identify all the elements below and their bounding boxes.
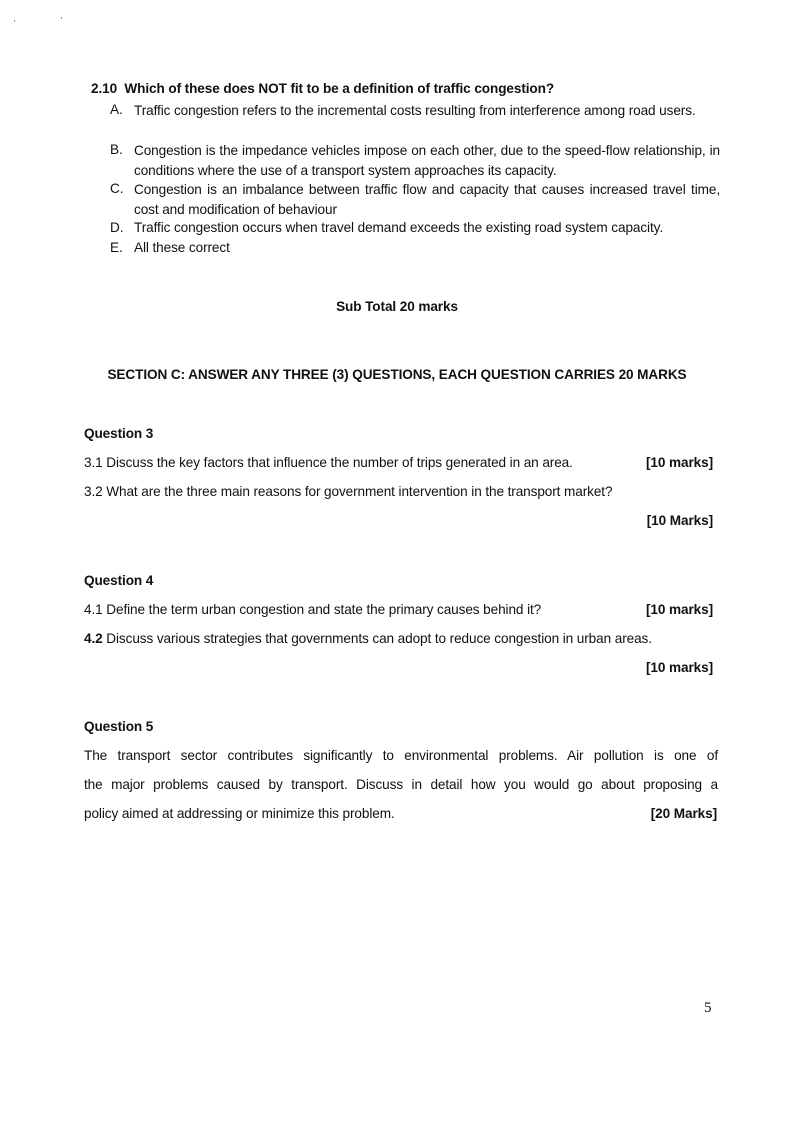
question-3-2-marks: [10 Marks] bbox=[646, 513, 713, 528]
section-c-heading: SECTION C: ANSWER ANY THREE (3) QUESTIONS, EACH QUESTION CARRIES 20 MARKS bbox=[107, 367, 687, 382]
subtotal: Sub Total 20 marks bbox=[336, 299, 458, 314]
option-text: Congestion is an imbalance between traffic flow and capacity that causes increased travel time, cost and modification of behaviour bbox=[134, 182, 720, 217]
question-4-2-marks: [10 marks] bbox=[645, 660, 713, 675]
option-text: Congestion is the impedance vehicles impose on each other, due to the speed-flow relationship, in conditions where the use of a transport system approaches its capacity. bbox=[134, 143, 720, 178]
question-5-line-2: the major problems caused by transport. Discuss in detail how you would go about proposing a bbox=[84, 777, 718, 792]
option-label: B. bbox=[110, 142, 123, 157]
question-5-line-1: The transport sector contributes significantly to environmental problems. Air pollution is one of bbox=[84, 748, 718, 763]
option-label: A. bbox=[110, 102, 123, 117]
option-label: D. bbox=[110, 220, 124, 235]
question-3-title: Question 3 bbox=[84, 426, 154, 441]
question-4-2-number: 4.2 bbox=[84, 631, 103, 646]
option-a bbox=[110, 101, 720, 121]
option-c bbox=[110, 180, 720, 220]
option-b bbox=[110, 141, 720, 181]
scan-speck bbox=[14, 20, 15, 22]
question-3-1-marks: [10 marks] bbox=[645, 455, 713, 470]
question-4-2-text bbox=[84, 630, 652, 648]
page-number: 5 bbox=[704, 1000, 712, 1016]
question-2-10-title bbox=[91, 80, 554, 98]
question-3-2-text: 3.2 What are the three main reasons for government intervention in the transport market? bbox=[84, 484, 613, 499]
scan-speck bbox=[61, 17, 62, 19]
question-number: 2.10 bbox=[91, 81, 118, 96]
question-4-title: Question 4 bbox=[84, 573, 154, 588]
question-3-1-text: 3.1 Discuss the key factors that influence the number of trips generated in an area. bbox=[84, 455, 573, 470]
question-5-line-3: policy aimed at addressing or minimize this problem. bbox=[84, 806, 395, 821]
option-text: Traffic congestion refers to the incremental costs resulting from interference among road users. bbox=[134, 103, 696, 118]
option-d bbox=[110, 219, 720, 237]
option-text: All these correct bbox=[134, 240, 230, 255]
question-4-1-text: 4.1 Define the term urban congestion and state the primary causes behind it? bbox=[84, 602, 542, 617]
option-e bbox=[110, 239, 720, 257]
question-5-marks: [20 Marks] bbox=[650, 806, 717, 821]
option-text: Traffic congestion occurs when travel demand exceeds the existing road system capacity. bbox=[134, 220, 664, 235]
question-text: Which of these does NOT fit to be a definition of traffic congestion? bbox=[124, 81, 555, 96]
option-label: E. bbox=[110, 240, 123, 255]
question-4-1-marks: [10 marks] bbox=[645, 602, 713, 617]
option-label: C. bbox=[110, 181, 124, 196]
question-5-title: Question 5 bbox=[84, 719, 154, 734]
question-4-2-body: Discuss various strategies that governments can adopt to reduce congestion in urban areas. bbox=[102, 631, 652, 646]
